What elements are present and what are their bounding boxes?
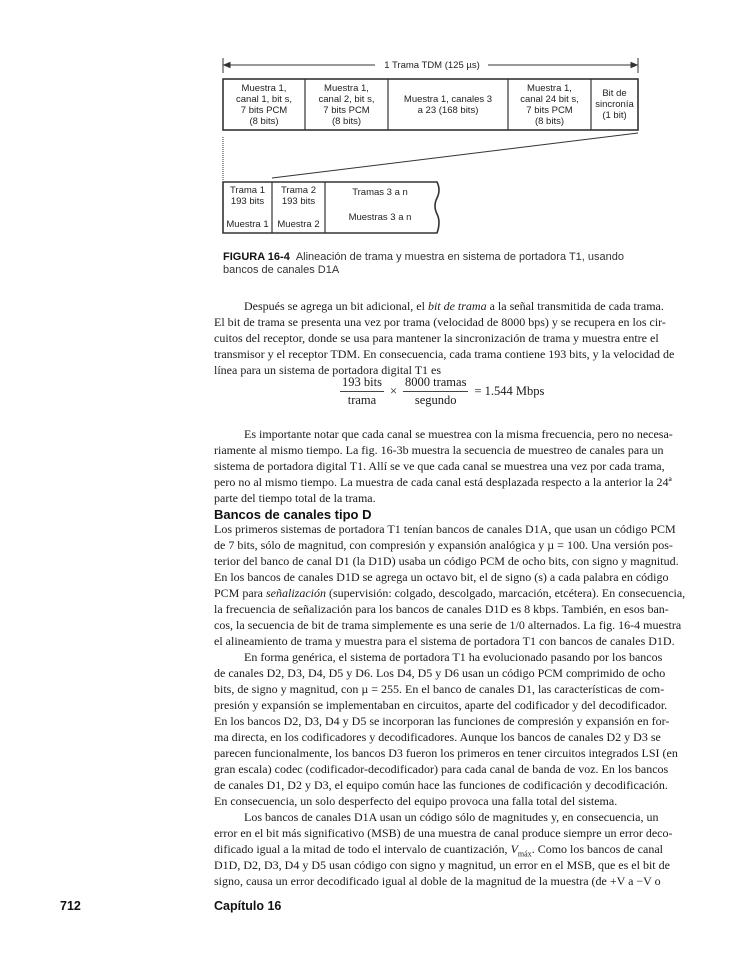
text-line: En consecuencia, un solo desperfecto del equipo provoca una falla total del sistema. (214, 794, 618, 808)
box-text: sincronía (595, 99, 634, 110)
times-sign: × (389, 384, 397, 398)
box-channel-1 (223, 79, 305, 130)
box-text: 193 bits (281, 196, 316, 207)
box-text: canal 24 bit s, (520, 93, 579, 105)
caption-text: bancos de canales D1A (223, 264, 340, 276)
text-line: El bit de trama se presenta una vez por trama (velocidad de 8000 bps) y se recupera en los cir- (214, 315, 666, 329)
frame-label: 1 Trama TDM (125 µs) (384, 59, 480, 71)
box-text: a 23 (168 bits) (417, 104, 479, 116)
box-text: (1 bit) (602, 110, 627, 121)
fraction-bits-per-frame (340, 375, 384, 408)
sample-1-label: Muestra 1 (226, 218, 269, 230)
box-text: Muestra 1, (324, 82, 369, 94)
text-line: D1D, D2, D3, D4 y D5 usan código con signo y magnitud, un error en el MSB, que es el bit de (214, 858, 670, 872)
text-line: gran escala) codec (codificador-decodificador) para cada canal de banda de voz. En los bancos (214, 762, 669, 776)
section-body (214, 521, 686, 889)
denominator: trama (347, 393, 377, 407)
text-line: línea para un sistema de portadora digital T1 es (214, 363, 442, 377)
numerator: 193 bits (340, 375, 384, 392)
box-text: 193 bits (230, 196, 265, 207)
box-sync-bit (591, 79, 638, 130)
samples-3-n-label: Muestras 3 a n (348, 211, 412, 223)
text-line: de 7 bits, sólo de magnitud, con compresión y expansión analógica y µ = 100. Una versión pos- (214, 538, 673, 552)
text-line: cuitos del receptor, donde se usa para mantener la sincronización de trama y muestra entre el (214, 331, 659, 345)
box-text: canal 2, bit s, (318, 93, 375, 105)
sample-2-label: Muestra 2 (277, 218, 320, 230)
text-line: terior del banco de canal D1 (la D1D) usaba un código PCM de ocho bits, con signo y magnitud. (214, 554, 679, 568)
numerator: 8000 tramas (403, 375, 468, 392)
text-line: parte del tiempo total de la trama. (214, 491, 376, 505)
box-channel-2 (305, 79, 388, 130)
text-line: de canales D2, D3, D4, D5 y D6. Los D4, D5 y D6 usan un código PCM comprimido de ocho (214, 666, 666, 680)
arrow-head-left (224, 63, 230, 68)
frames-3-n-label: Tramas 3 a n (352, 186, 408, 198)
text-line: dificado igual a la mitad de todo el intervalo de cuantización, $V_{máx}$. Como los bancos de canal (214, 842, 663, 859)
text-line: En los bancos D2, D3, D4 y D5 se incorporan las funciones de compresión y expansión en for- (214, 714, 670, 728)
frame-1-label (223, 184, 272, 208)
text-line: sistema de portadora digital T1. Allí se ve que cada canal se muestrea una vez por cada trama, (214, 459, 665, 473)
text-line: PCM para señalización (supervisión: colgado, descolgado, marcación, etcétera). En consecuencia, (214, 586, 686, 600)
box-text: Muestra 1, (527, 82, 572, 94)
text-line: error en el bit más significativo (MSB) de una muestra de canal produce siempre un error deco- (214, 826, 673, 840)
text-line: la frecuencia de señalización para los bancos de canales D1D es 8 kbps. También, en esos ban- (214, 602, 669, 616)
zoom-line-diagonal (272, 133, 638, 178)
text-line: Los bancos de canales D1A usan un código sólo de magnitudes y, en consecuencia, un (244, 810, 659, 824)
box-channels-3-23 (388, 79, 508, 130)
text-line: de canales D1, D2 y D3, el equipo común hace las funciones de codificación y decodificación. (214, 778, 668, 792)
text-line: ma directa, en los codificadores y decodificadores. Aunque los bancos de canales D2 y D3 se (214, 730, 661, 744)
box-text: Trama 2 (280, 185, 317, 196)
text-line: En los bancos de canales D1D se agrega un octavo bit, el de signo (s) a cada palabra en código (214, 570, 669, 584)
box-channel-24 (508, 79, 591, 130)
italic-term: bit de trama (427, 299, 487, 313)
text-line: En forma genérica, el sistema de portadora T1 ha evolucionado pasando por los bancos (244, 650, 663, 664)
text-line: presión y expansión se implementaban en circuitos, aparte del codificador y del decodificador. (214, 698, 668, 712)
text-line: Después se agrega un bit adicional, el bit de trama a la señal transmitida de cada trama. (244, 299, 664, 313)
paragraph-2 (214, 426, 673, 506)
formula-result: = 1.544 Mbps (474, 384, 545, 398)
box-text: Muestra 1, canales 3 (403, 93, 493, 105)
box-text: 7 bits PCM (323, 104, 370, 116)
text-line: pero no al mismo tiempo. La muestra de cada canal está desplazada respecto a la anterior la 24ª (214, 475, 672, 489)
box-text: 7 bits PCM (240, 104, 288, 116)
box-text: (8 bits) (534, 115, 565, 127)
box-text: Muestra 1, (241, 82, 287, 94)
text-line: el alineamiento de trama y muestra para el sistema de portadora T1 con bancos de canales D1D. (214, 634, 675, 648)
box-text: Bit de (602, 88, 627, 99)
text-line: Es importante notar que cada canal se muestrea con la misma frecuencia, pero no necesa- (244, 427, 673, 441)
text-line: transmisor y el receptor TDM. En consecuencia, cada trama contiene 193 bits, y la velocidad de (214, 347, 675, 361)
text-line: parecen funcionalmente, los bancos D3 fueron los primeros en tener circuitos integrados LSI (en (214, 746, 678, 760)
figure-caption (223, 251, 639, 277)
denominator: segundo (414, 393, 457, 407)
text-line: cos, la secuencia de bit de trama simplemente es una serie de 1/0 alternados. La fig. 16-4 muestra (214, 618, 682, 632)
frame-2-label (272, 184, 325, 208)
text-line: signo, causa un error decodificado igual al doble de la magnitud de la muestra (de +V a −V o (214, 874, 661, 888)
text-line: Los primeros sistemas de portadora T1 tenían bancos de canales D1A, que usan un código PCM (214, 522, 676, 536)
caption-label: FIGURA 16-4 (223, 251, 290, 263)
caption-text: Alineación de trama y muestra en sistema de portadora T1, usando (295, 251, 624, 263)
fraction-frames-per-second (403, 375, 468, 408)
line-rate-formula (340, 375, 544, 408)
box-text: 7 bits PCM (526, 104, 573, 116)
box-text: (8 bits) (249, 115, 279, 127)
box-text: canal 1, bit s, (236, 93, 292, 105)
box-text: Trama 1 (229, 185, 266, 196)
text-line: bits, de signo y magnitud, con µ = 255. En el banco de canales D1, las características de com- (214, 682, 665, 696)
arrow-head-right (631, 63, 637, 68)
section-heading: Bancos de canales tipo D (214, 507, 372, 522)
box-text: (8 bits) (331, 115, 362, 127)
page-number: 712 (60, 899, 81, 913)
paragraph-1 (214, 298, 675, 378)
text-line: riamente al mismo tiempo. La fig. 16-3b muestra la secuencia de muestreo de canales para un (214, 443, 664, 457)
chapter-label: Capítulo 16 (214, 899, 282, 913)
